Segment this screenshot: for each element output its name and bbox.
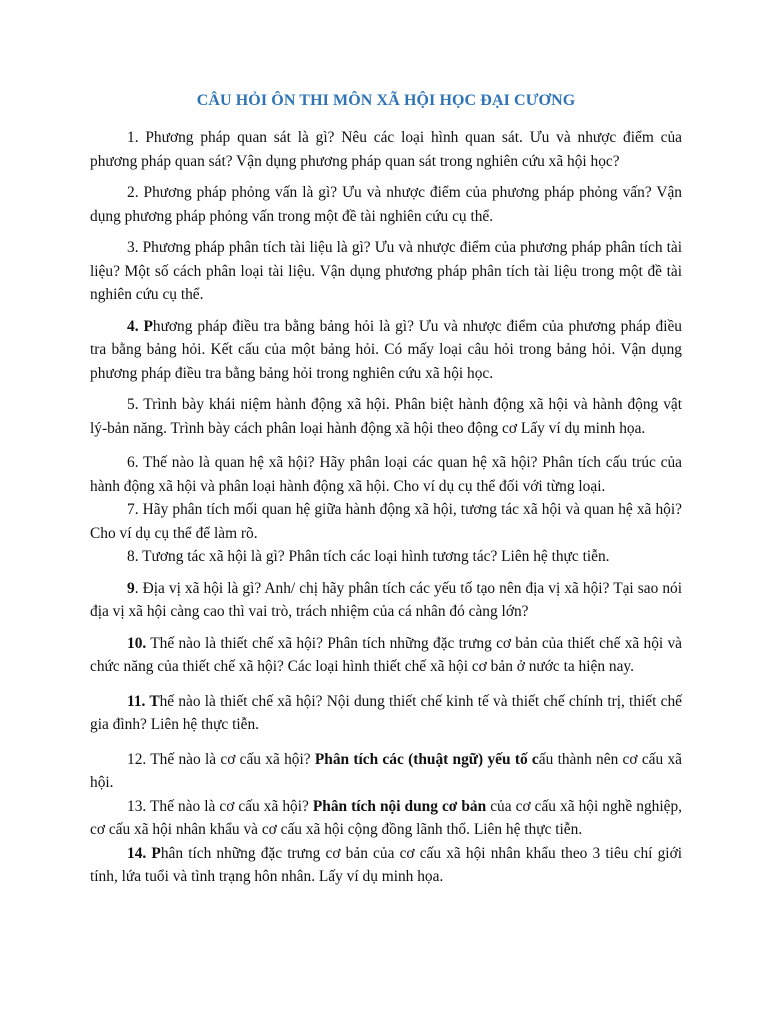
- question-6: 6. Thế nào là quan hệ xã hội? Hãy phân loại các quan hệ xã hội? Phân tích cấu trúc của hành động xã hội và phân loại hành động xã hội. Cho ví dụ cụ thể đối với từng loại.: [90, 454, 682, 495]
- page-title: CÂU HỎI ÔN THI MÔN XÃ HỘI HỌC ĐẠI CƯƠNG: [196, 92, 576, 109]
- question-10-text: Thế nào là thiết chế xã hội? Phân tích những đặc trưng cơ bản của thiết chế xã hội và chức năng của thiết chế xã hội? Các loại hình thiết chế xã hội cơ bản ở nước ta hiện nay.: [90, 634, 682, 675]
- question-8: 8. Tương tác xã hội là gì? Phân tích các loại hình tương tác? Liên hệ thực tiễn.: [127, 548, 610, 565]
- question-13-text-a: 13. Thế nào là cơ cấu xã hội?: [127, 797, 313, 815]
- question-12-text-b: ấu thành nên cơ cấu xã hội.: [90, 750, 682, 791]
- question-10-number: 10.: [127, 634, 147, 652]
- question-9-number: 9: [127, 579, 135, 597]
- question-12: [90, 748, 682, 795]
- question-14-number: 14. P: [127, 844, 161, 862]
- question-11: [90, 690, 682, 737]
- question-11-text: hế nào là thiết chế xã hội? Nội dung thiết chế kinh tế và thiết chế chính trị, thiết chế gia đình? Liên hệ thực tiễn.: [90, 692, 682, 733]
- question-12-bold: Phân tích các (thuật ngữ) yếu tố c: [314, 750, 539, 768]
- question-7: 7. Hãy phân tích mối quan hệ giữa hành động xã hội, tương tác xã hội và quan hệ xã hội? Cho ví dụ cụ thể để làm rõ.: [90, 501, 682, 542]
- question-5: 5. Trình bày khái niệm hành động xã hội. Phân biệt hành động xã hội và hành động vật lý-bản năng. Trình bày cách phân loại hành động xã hội theo động cơ Lấy ví dụ minh họa.: [90, 396, 682, 437]
- question-13-bold: Phân tích nội dung cơ bản: [312, 797, 487, 815]
- question-9-text: . Địa vị xã hội là gì? Anh/ chị hãy phân tích các yếu tố tạo nên địa vị xã hội? Tại sao nói địa vị xã hội càng cao thì vai trò, trách nhiệm của cá nhân đó càng lớn?: [90, 579, 682, 620]
- question-4-number: 4. P: [127, 317, 153, 335]
- question-1: 1. Phương pháp quan sát là gì? Nêu các loại hình quan sát. Ưu và nhược điểm của phương pháp quan sát? Vận dụng phương pháp quan sát trong nghiên cứu xã hội học?: [90, 129, 682, 170]
- question-3: 3. Phương pháp phân tích tài liệu là gì? Ưu và nhược điểm của phương pháp phân tích tài liệu? Một số cách phân loại tài liệu. Vận dụng phương pháp phân tích tài liệu trong một đề tài nghiên cứu cụ thể.: [90, 239, 682, 303]
- question-13-text-b: của cơ cấu xã hội nghề nghiệp, cơ cấu xã hội nhân khẩu và cơ cấu xã hội cộng đồng lãnh thổ. Liên hệ thực tiễn.: [90, 797, 682, 838]
- question-13: [90, 795, 682, 842]
- question-11-number: 11. T: [127, 692, 160, 710]
- question-10: [90, 632, 682, 679]
- question-14-text: hân tích những đặc trưng cơ bản của cơ cấu xã hội nhân khẩu theo 3 tiêu chí giới tính, lứa tuổi và tình trạng hôn nhân. Lấy ví dụ minh họa.: [90, 844, 682, 885]
- question-12-text-a: 12. Thế nào là cơ cấu xã hội?: [127, 750, 315, 768]
- question-4: [90, 315, 682, 386]
- question-2: 2. Phương pháp phỏng vấn là gì? Ưu và nhược điểm của phương pháp phỏng vấn? Vận dụng phương pháp phỏng vấn trong một đề tài nghiên cứu cụ thể.: [90, 184, 682, 225]
- question-14: [90, 842, 682, 889]
- question-4-text: hương pháp điều tra bằng bảng hỏi là gì? Ưu và nhược điểm của phương pháp điều tra bằng bảng hỏi. Kết cấu của một bảng hỏi. Có mấy loại câu hỏi trong bảng hỏi. Vận dụng phương pháp điều tra bằng bảng hỏi trong nghiên cứu xã hội học.: [90, 317, 682, 382]
- question-9: [90, 577, 682, 624]
